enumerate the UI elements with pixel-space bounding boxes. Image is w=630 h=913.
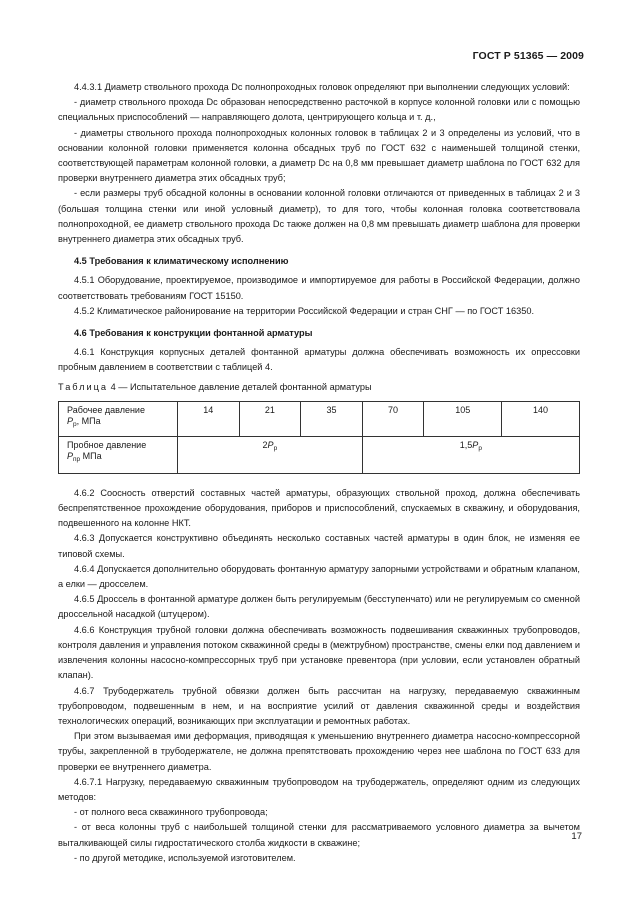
table-cell: 140 [502,401,580,436]
table-cell: $2P_р$ [178,436,363,473]
table-cell: 21 [239,401,301,436]
paragraph-4-6-1: 4.6.1 Конструкция корпусных деталей фонтанной арматуры должна обеспечивать возможность их опрессовки пробным давлением в соответствии с таблицей 4. [58,347,580,373]
paragraph-4-6-5: 4.6.5 Дроссель в фонтанной арматуре должен быть регулируемым (бесступенчато) или не регулируемым со сменной дроссельной насадкой (штуцером). [58,594,580,620]
table-cell: 70 [362,401,424,436]
table-cell: 14 [178,401,240,436]
document-body [58,80,580,866]
table-cell: 105 [424,401,502,436]
table-caption-text: 4 — Испытательное давление деталей фонтанной арматуры [108,381,372,392]
test-pressure-table [58,401,580,474]
table-row [59,401,580,436]
paragraph-deformation: При этом вызываемая ими деформация, приводящая к уменьшению внутреннего диаметра насосно-компрессорной трубы, закрепленной в трубодержателе, не должна препятствовать прохождению через нее шаблона по ГОСТ 633 для проверки ее внутреннего диаметра. [58,731,580,772]
table-cell: 35 [301,401,363,436]
list-item: - диаметры ствольного прохода полнопроходных колонных головок в таблицах 2 и 3 определены из условий, что в основании колонной головки применяется колонна обсадных труб по ГОСТ 632 с наименьшей толщиной стенки, соответствующей параметрам колонной головки, а диаметр Dc на 0,8 мм превышает диаметр шаблона по ГОСТ 632 для проверки внутреннего диаметра этих обсадных труб; [58,127,580,184]
paragraph-4-6-7-1: 4.6.7.1 Нагрузку, передаваемую скважинным трубопроводом на трубодержатель, определяют одним из следующих методов: [58,776,580,802]
standard-header: ГОСТ Р 51365 — 2009 [472,50,584,62]
list-item: - от веса колонны труб с наибольшей толщиной стенки для рассматриваемого условного диаметра за вычетом выталкивающей силы гидростатического столба жидкости в скважине; [58,822,580,848]
table-row [59,436,580,473]
list-item: - от полного веса скважинного трубопровода; [74,807,268,818]
paragraph-4-4-3-1: 4.4.3.1 Диаметр ствольного прохода Dc полнопроходных головок определяют при выполнении следующих условий: [74,82,570,92]
paragraph-4-6-7: 4.6.7 Трубодержатель трубной обвязки должен быть рассчитан на нагрузку, передаваемую скважинным трубопроводом, подвешенным в нем, и на восприятие усилий от давления скважинной среды и воздействия технологических операций, возникающих при эксплуатации и ремонтных работах. [58,685,580,726]
paragraph-4-6-3: 4.6.3 Допускается конструктивно объединять несколько составных частей арматуры в один блок, не изменяя ее типовой схемы. [58,533,580,559]
paragraph-4-6-4: 4.6.4 Допускается дополнительно оборудовать фонтанную арматуру запорными устройствами и обратным клапаном, а елки — дросселем. [58,563,580,590]
list-item: - диаметр ствольного прохода Dc образован непосредственно расточкой в корпусе колонной головки или с помощью специальных приспособлений — направляющего долота, центрирующего кольца и т. д., [58,97,580,123]
list-item: - если размеры труб обсадной колонны в основании колонной головки отличаются от приведенных в таблицах 2 и 3 (большая толщина стенки или иной условный диаметр), то для того, чтобы колонная головка соответствовала полнопроходной, ее диаметр ствольного прохода Dc также должен на 0,8 мм превышать диаметр шаблона для проверки внутреннего диаметра этих обсадных труб. [58,188,580,245]
working-pressure-label: Рабочее давление $P_р$, МПа [59,401,178,436]
paragraph-4-5-1: 4.5.1 Оборудование, проектируемое, производимое и импортируемое для работы в Российской Федерации, должно соответствовать требованиям ГОСТ 15150. [58,275,580,301]
section-heading-4-5: 4.5 Требования к климатическому исполнению [74,256,289,267]
table-caption-word: Таблица [58,381,109,392]
paragraph-4-5-2: 4.5.2 Климатическое районирование на территории Российской Федерации и стран СНГ — по ГОСТ 16350. [74,305,535,316]
table-caption [58,380,580,395]
table-cell: $1,5P_р$ [362,436,579,473]
paragraph-4-6-6: 4.6.6 Конструкция трубной головки должна обеспечивать возможность подвешивания скважинных трубопроводов, контроля давления и управления потоком скважинной среды в (межтрубном) пространстве, смены елки под давлением и извлечения колонны насосно-компрессорных труб при установке превентора (при условии, если установлен обратный клапан). [58,624,580,681]
page-number: 17 [571,831,582,842]
paragraph-4-6-2: 4.6.2 Соосность отверстий составных частей арматуры, образующих ствольной проход, должна обеспечивать беспрепятственное прохождение оборудования, приборов и приспособлений, спускаемых в скважину, и оборудования, подвешенного на колонне НКТ. [58,487,580,529]
section-heading-4-6: 4.6 Требования к конструкции фонтанной арматуры [74,328,313,339]
test-pressure-label: Пробное давление $P_{пр}$ МПа [59,436,178,473]
list-item: - по другой методике, используемой изготовителем. [74,852,296,863]
